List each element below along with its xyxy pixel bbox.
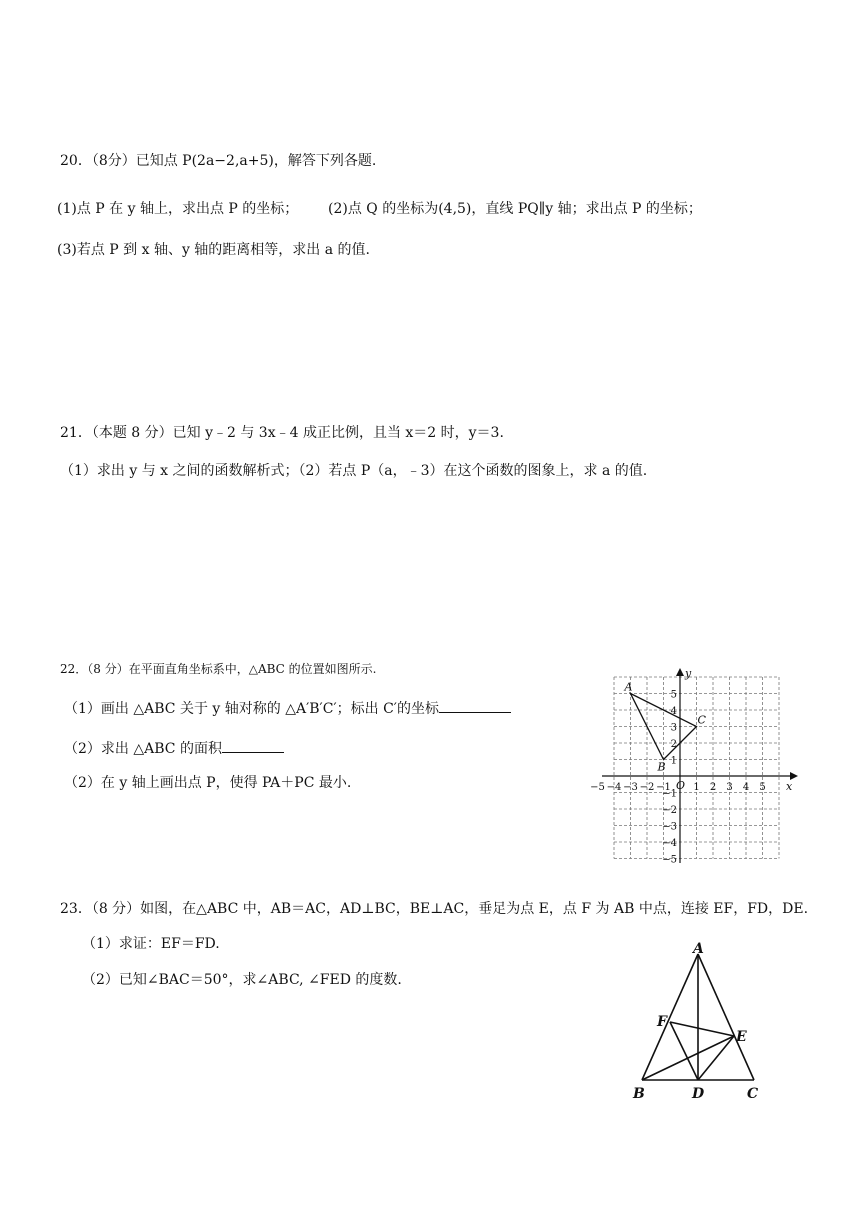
q22-stem: 22．（8 分）在平面直角坐标系中，△ABC 的位置如图所示. xyxy=(60,662,377,676)
q22-part2 xyxy=(64,738,284,758)
x-tick-label: −1 xyxy=(656,782,671,793)
q22-part2-text: （2）求出 △ABC 的面积 xyxy=(64,741,222,757)
point-label-b: B xyxy=(657,760,666,774)
segment-fd xyxy=(670,1022,698,1080)
y-axis-label: y xyxy=(685,667,692,680)
x-tick-label: −2 xyxy=(639,782,655,793)
label-d: D xyxy=(692,1086,705,1102)
q22-blank-area[interactable] xyxy=(222,738,284,753)
y-tick-label: 5 xyxy=(670,689,677,701)
q22-part1 xyxy=(64,698,511,718)
q22-coordinate-grid xyxy=(590,667,800,866)
x-tick-label: 2 xyxy=(709,782,717,793)
x-axis-label: x xyxy=(786,780,793,793)
q23-part1: （1）求证：EF＝FD. xyxy=(82,936,220,952)
q22-part1-text: （1）画出 △ABC 关于 y 轴对称的 △A′B′C′；标出 C′的坐标 xyxy=(64,701,439,717)
x-tick-label: −3 xyxy=(623,782,638,793)
y-tick-label: −4 xyxy=(662,838,677,849)
y-tick-label: −5 xyxy=(662,854,677,866)
x-tick-label: 3 xyxy=(726,782,733,793)
label-c: C xyxy=(747,1086,759,1102)
x-axis-arrow xyxy=(790,772,798,780)
label-f: F xyxy=(657,1014,667,1030)
y-tick-label: 2 xyxy=(670,739,677,750)
q20-part1: (1)点 P 在 y 轴上，求出点 P 的坐标； xyxy=(57,201,299,217)
x-tick-label: 1 xyxy=(693,782,700,793)
q22-part3: （2）在 y 轴上画出点 P，使得 PA＋PC 最小. xyxy=(64,775,352,791)
q20-part3: (3)若点 P 到 x 轴、y 轴的距离相等，求出 a 的值. xyxy=(57,242,371,258)
label-b: B xyxy=(633,1086,645,1102)
q21-stem: 21．（本题 8 分）已知 y﹣2 与 3x﹣4 成正比例，且当 x＝2 时，y＝3. xyxy=(60,425,504,441)
q22-blank-c-prime[interactable] xyxy=(439,698,511,713)
y-tick-label: −2 xyxy=(662,805,677,816)
point-label-a: A xyxy=(624,680,633,694)
y-tick-label: 1 xyxy=(670,755,677,767)
q20-part2: (2)点 Q 的坐标为(4,5)，直线 PQ∥y 轴；求出点 P 的坐标； xyxy=(328,201,702,217)
y-tick-label: −3 xyxy=(662,821,677,833)
y-tick-label: −1 xyxy=(662,788,677,800)
y-tick-label: 3 xyxy=(670,722,677,734)
q23-part2: （2）已知∠BAC＝50°，求∠ABC, ∠FED 的度数. xyxy=(82,972,402,988)
x-tick-label: −4 xyxy=(606,782,622,793)
q20-stem: 20．（8分）已知点 P(2a−2,a+5)，解答下列各题. xyxy=(60,153,377,169)
q23-triangle-figure xyxy=(628,942,768,1102)
x-tick-label: −5 xyxy=(590,782,605,793)
x-tick-label: 4 xyxy=(742,782,750,793)
q23-stem: 23．（8 分）如图，在△ABC 中，AB＝AC，AD⊥BC，BE⊥AC，垂足为点 E，点 F 为 AB 中点，连接 EF，FD，DE. xyxy=(60,901,809,917)
label-e: E xyxy=(736,1029,747,1045)
y-axis-arrow xyxy=(676,668,684,676)
point-label-c: C xyxy=(697,713,706,727)
origin-label: O xyxy=(676,779,686,792)
segment-ef xyxy=(670,1022,734,1036)
y-tick-label: 4 xyxy=(670,706,677,717)
label-a: A xyxy=(693,941,704,957)
q21-parts: （1）求出 y 与 x 之间的函数解析式；（2）若点 P（a，﹣3）在这个函数的图象上，求 a 的值. xyxy=(60,463,648,479)
segment-de xyxy=(698,1036,734,1080)
x-tick-label: 5 xyxy=(759,782,766,793)
segment-ac xyxy=(698,954,754,1080)
